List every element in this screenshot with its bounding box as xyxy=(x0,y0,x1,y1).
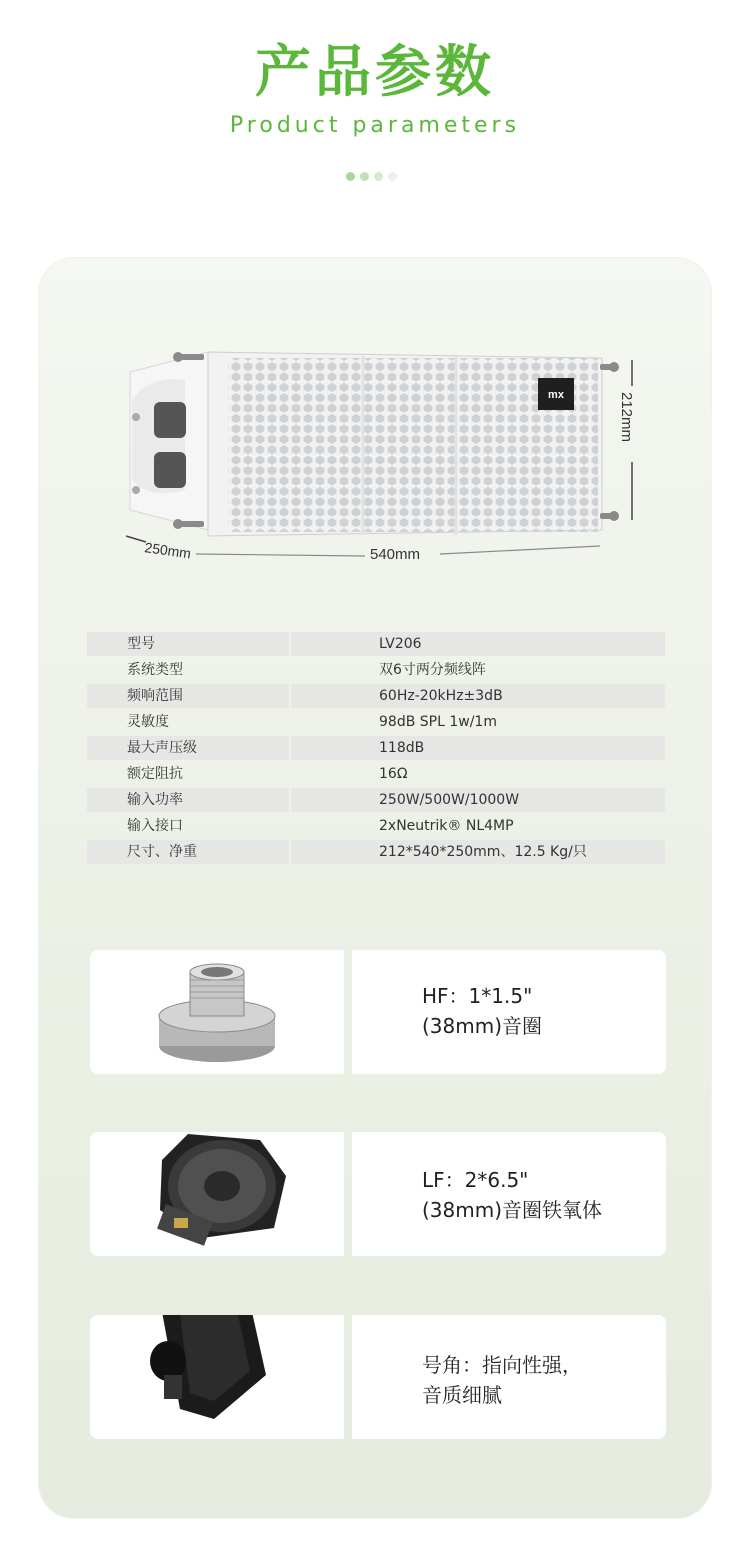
page-subtitle: Product parameters xyxy=(229,113,521,138)
spec-label: 灵敏度 xyxy=(127,714,169,730)
spec-row xyxy=(87,736,665,762)
feature-image-box xyxy=(90,1132,344,1256)
woofer-icon xyxy=(90,1132,344,1256)
spec-value: 250W/500W/1000W xyxy=(291,788,665,812)
feature-line-1: LF：2*6.5" xyxy=(422,1168,529,1192)
spec-label: 型号 xyxy=(87,632,289,656)
dot-3 xyxy=(374,172,383,181)
feature-line-1: HF：1*1.5" xyxy=(422,984,533,1008)
feature-image-box xyxy=(90,950,344,1074)
page-title: 产品参数 xyxy=(255,40,495,105)
spec-value: 60Hz-20kHz±3dB xyxy=(291,684,665,708)
spec-value: 212*540*250mm、12.5 Kg/只 xyxy=(291,840,665,864)
feature-text-box xyxy=(352,1315,666,1439)
feature-hf xyxy=(90,950,666,1074)
height-dimension-label: 212mm xyxy=(618,392,635,443)
spec-label: 频响范围 xyxy=(87,684,289,708)
spec-value: 16Ω xyxy=(379,766,408,782)
width-dimension-label: 540mm xyxy=(370,546,421,563)
spec-row xyxy=(87,762,665,788)
spec-row xyxy=(87,658,665,684)
feature-line-2: (38mm)音圈铁氧体 xyxy=(422,1198,603,1222)
spec-row xyxy=(87,814,665,840)
feature-line-1: 号角：指向性强， xyxy=(422,1353,582,1377)
compression-driver-icon xyxy=(90,950,344,1074)
spec-row xyxy=(87,632,665,658)
spec-row xyxy=(87,840,665,866)
brand-logo-text: mx xyxy=(548,389,564,401)
spec-row xyxy=(87,710,665,736)
dot-2 xyxy=(360,172,369,181)
spec-row xyxy=(87,788,665,814)
decorative-dots xyxy=(346,172,397,181)
feature-line-2: 音质细腻 xyxy=(422,1383,502,1407)
feature-image-box xyxy=(90,1315,344,1439)
spec-value: 双6寸两分频线阵 xyxy=(379,662,486,678)
spec-value: LV206 xyxy=(291,632,665,656)
feature-text-box xyxy=(352,950,666,1074)
spec-label: 输入接口 xyxy=(127,818,183,834)
dot-4 xyxy=(388,172,397,181)
dot-1 xyxy=(346,172,355,181)
spec-label: 系统类型 xyxy=(127,662,183,678)
line-array-speaker-image xyxy=(110,330,650,575)
depth-dimension-label: 250mm xyxy=(143,539,193,562)
spec-label: 额定阻抗 xyxy=(127,766,183,782)
feature-lf xyxy=(90,1132,666,1256)
spec-value: 2xNeutrik® NL4MP xyxy=(379,818,514,834)
spec-row xyxy=(87,684,665,710)
spec-label: 尺寸、净重 xyxy=(87,840,289,864)
feature-line-2: (38mm)音圈 xyxy=(422,1014,543,1038)
spec-value: 118dB xyxy=(291,736,665,760)
spec-label: 最大声压级 xyxy=(87,736,289,760)
spec-label: 输入功率 xyxy=(87,788,289,812)
spec-table xyxy=(87,632,665,866)
horn-icon xyxy=(90,1315,344,1439)
feature-horn xyxy=(90,1315,666,1439)
spec-value: 98dB SPL 1w/1m xyxy=(379,714,497,730)
feature-text-box xyxy=(352,1132,666,1256)
